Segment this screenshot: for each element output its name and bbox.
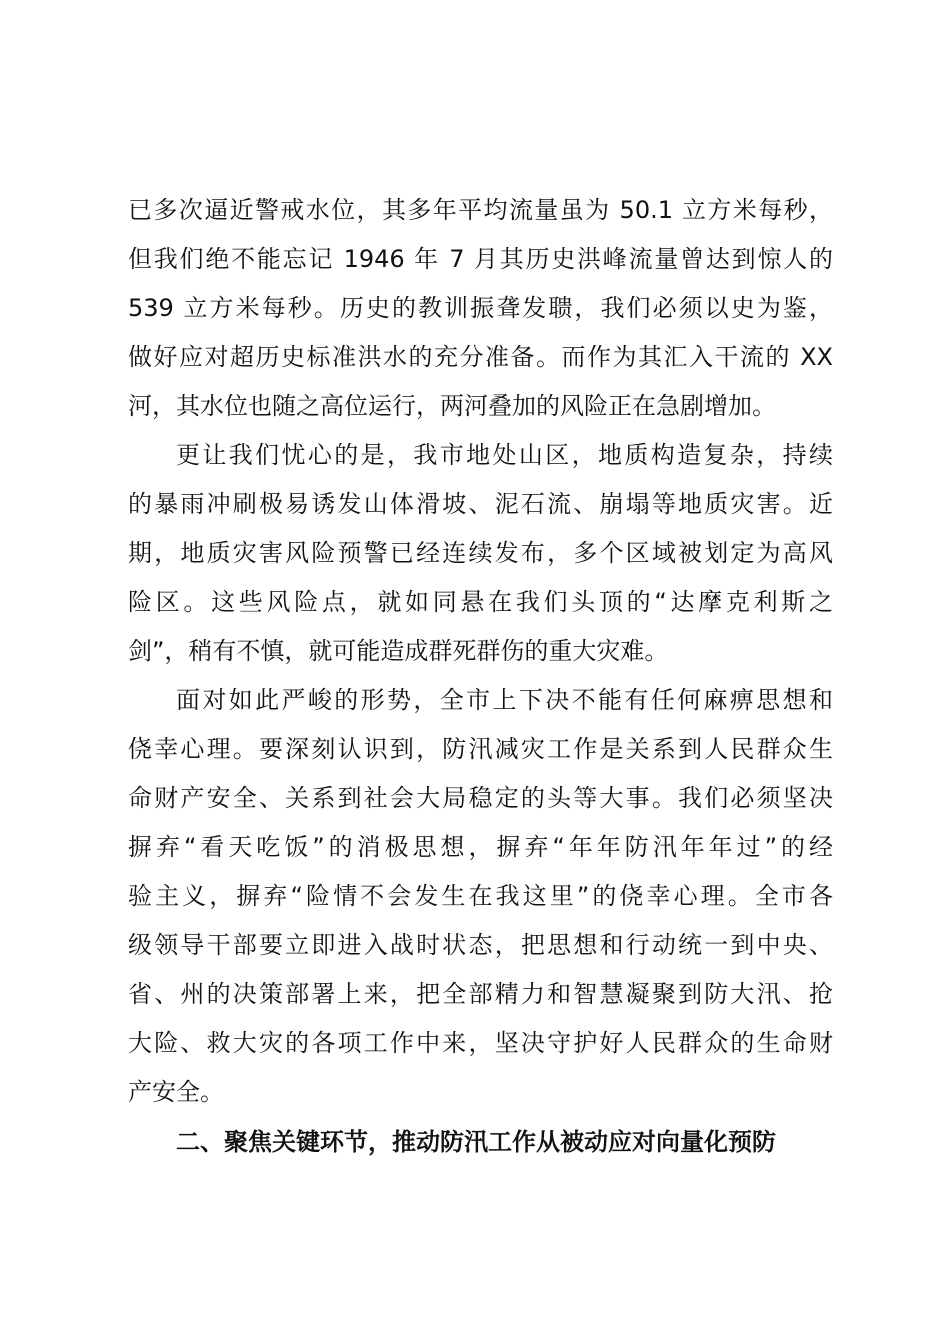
paragraph-3 [128,676,833,1117]
text-line: 期，地质灾害风险预警已经连续发布，多个区域被划定为高风 [128,539,833,567]
text-line: 已多次逼近警戒水位，其多年平均流量虽为 50.1 立方米每秒， [128,196,833,224]
text-line: 539 立方米每秒。历史的教训振聋发聩，我们必须以史为鉴， [128,294,833,322]
paragraph-1 [128,186,833,431]
text-line: 但我们绝不能忘记 1946 年 7 月其历史洪峰流量曾达到惊人的 [128,245,833,273]
text-line: 验主义，摒弃“险情不会发生在我这里”的侥幸心理。全市各 [128,882,833,910]
text-line: 级领导干部要立即进入战时状态，把思想和行动统一到中央、 [128,931,833,959]
text-line: 侥幸心理。要深刻认识到，防汛减灾工作是关系到人民群众生 [128,735,833,763]
text-line: 更让我们忧心的是，我市地处山区，地质构造复杂，持续 [176,441,833,469]
text-line: 险区。这些风险点，就如同悬在我们头顶的“达摩克利斯之 [128,588,833,616]
text-line: 做好应对超历史标准洪水的充分准备。而作为其汇入干流的 XX [128,343,833,371]
text-line: 摒弃“看天吃饭”的消极思想，摒弃“年年防汛年年过”的经 [128,833,833,861]
text-line: 剑”，稍有不慎，就可能造成群死群伤的重大灾难。 [128,637,669,665]
text-line: 河，其水位也随之高位运行，两河叠加的风险正在急剧增加。 [128,392,776,420]
section-heading-text: 二、聚焦关键环节，推动防汛工作从被动应对向量化预防 [176,1127,776,1156]
document-body [128,186,833,1166]
text-line: 产安全。 [128,1078,224,1106]
paragraph-2 [128,431,833,676]
text-line: 命财产安全、关系到社会大局稳定的头等大事。我们必须坚决 [128,784,833,812]
section-heading [128,1117,833,1166]
text-line: 的暴雨冲刷极易诱发山体滑坡、泥石流、崩塌等地质灾害。近 [128,490,833,518]
text-line: 面对如此严峻的形势，全市上下决不能有任何麻痹思想和 [176,686,833,714]
text-line: 省、州的决策部署上来，把全部精力和智慧凝聚到防大汛、抢 [128,980,833,1008]
text-line: 大险、救大灾的各项工作中来，坚决守护好人民群众的生命财 [128,1029,833,1057]
